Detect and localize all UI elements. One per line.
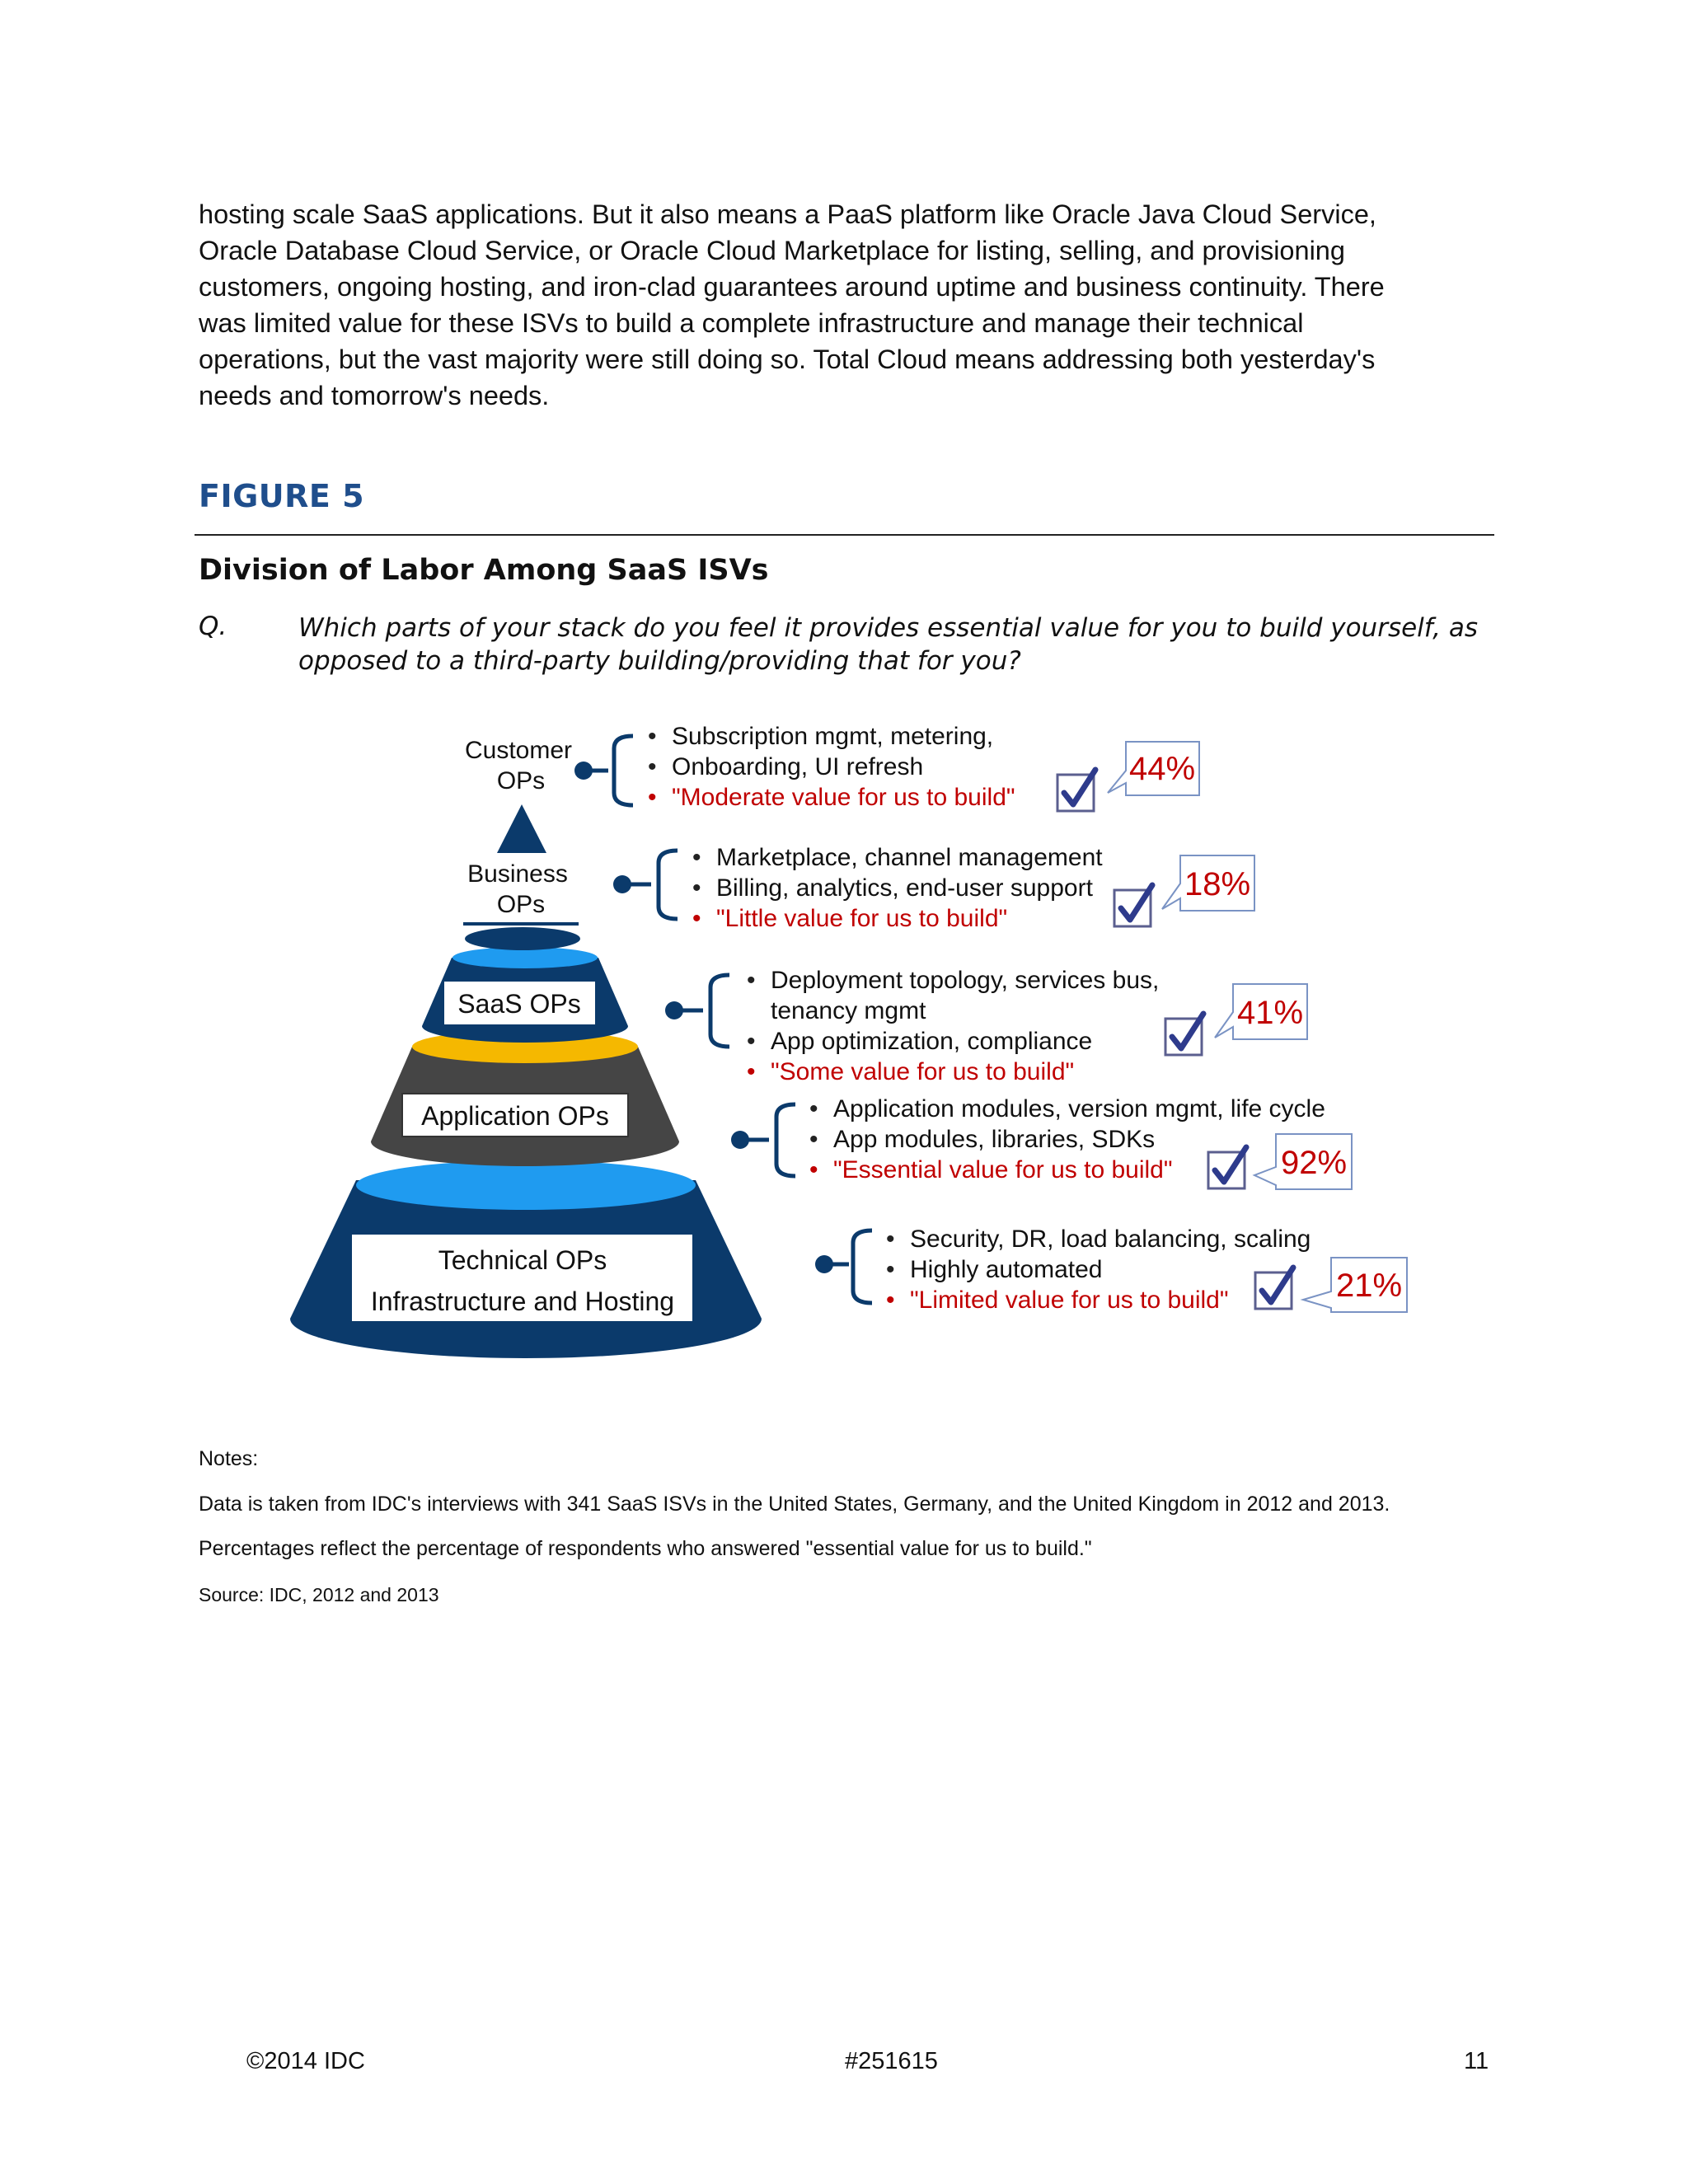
percent-value: 41% — [1236, 995, 1304, 1031]
body-line: Oracle Database Cloud Service, or Oracle Cloud Marketplace for listing, selling, and provisioning — [199, 236, 1345, 265]
callout-bullet: Marketplace, channel management — [716, 844, 1103, 871]
notes-heading: Notes: — [199, 1447, 259, 1470]
technical-ops-top — [356, 1160, 696, 1210]
callout-bullet: tenancy mgmt — [771, 997, 926, 1024]
callout-bullet: Billing, analytics, end-user support — [716, 874, 1093, 902]
business-ops-label-1: Business — [467, 860, 568, 888]
callout-quote: "Essential value for us to build" — [833, 1156, 1173, 1183]
callout-bullet: App modules, libraries, SDKs — [833, 1126, 1156, 1153]
body-line: customers, ongoing hosting, and iron-clad guarantees around uptime and business continuity. There — [199, 272, 1385, 302]
callout-quote: "Moderate value for us to build" — [672, 784, 1015, 811]
callout-bullet: Subscription mgmt, metering, — [672, 723, 994, 750]
svg-text:•: • — [747, 1058, 756, 1085]
question-label: Q. — [199, 612, 227, 641]
callout-texts — [648, 723, 1325, 1314]
figure-title: Division of Labor Among SaaS ISVs — [199, 554, 769, 587]
footer-page-number: 11 — [1464, 2048, 1489, 2074]
body-line: hosting scale SaaS applications. But it also means a PaaS platform like Oracle Java Cloud Service, — [199, 199, 1376, 229]
svg-text:•: • — [648, 753, 657, 780]
business-ops-label-2: OPs — [496, 891, 546, 918]
saas-ops-label: SaaS OPs — [457, 989, 581, 1019]
pyramid — [290, 737, 762, 1358]
svg-text:•: • — [809, 1095, 818, 1122]
callout-bullet: Deployment topology, services bus, — [771, 967, 1160, 994]
question-line: Which parts of your stack do you feel it provides essential value for you to build yourself, as — [298, 613, 1479, 643]
source-line: Source: IDC, 2012 and 2013 — [199, 1584, 439, 1605]
percent-value: 92% — [1280, 1145, 1348, 1181]
svg-text:•: • — [886, 1286, 895, 1314]
callout-bullet: Security, DR, load balancing, scaling — [910, 1226, 1311, 1253]
body-line: operations, but the vast majority were still doing so. Total Cloud means addressing both yesterday's — [199, 344, 1376, 374]
checkbox-icon — [1255, 1268, 1293, 1309]
svg-text:•: • — [648, 784, 657, 811]
svg-text:•: • — [692, 844, 701, 871]
figure-label: FIGURE 5 — [199, 478, 365, 514]
svg-text:•: • — [692, 874, 701, 902]
customer-ops-label-1: Customer — [464, 737, 573, 764]
percent-value: 44% — [1128, 751, 1196, 787]
callout-bullet: Onboarding, UI refresh — [672, 753, 924, 780]
customer-ops-label-2: OPs — [496, 767, 546, 794]
application-ops-label: Application OPs — [421, 1101, 609, 1131]
checkbox-icon — [1114, 885, 1152, 926]
checkbox-icon — [1208, 1147, 1246, 1188]
callout-bullet: App optimization, compliance — [771, 1028, 1093, 1055]
svg-text:•: • — [809, 1156, 818, 1183]
svg-text:•: • — [648, 723, 657, 750]
body-line: was limited value for these ISVs to build a complete infrastructure and manage their technical — [199, 308, 1304, 338]
body-line: needs and tomorrow's needs. — [199, 381, 550, 410]
svg-text:•: • — [809, 1126, 818, 1153]
svg-text:•: • — [692, 905, 701, 932]
percent-value: 21% — [1335, 1268, 1403, 1304]
technical-ops-label-2: Infrastructure and Hosting — [370, 1286, 675, 1316]
callout-quote: "Some value for us to build" — [771, 1058, 1075, 1085]
callout-bullet: Application modules, version mgmt, life cycle — [833, 1095, 1325, 1122]
svg-text:•: • — [747, 1028, 756, 1055]
notes-line: Percentages reflect the percentage of respondents who answered "essential value for us to build." — [199, 1537, 1092, 1560]
checkbox-icon — [1165, 1014, 1203, 1055]
footer-doc-number: #251615 — [845, 2048, 938, 2074]
business-ops-disc — [465, 927, 580, 950]
callout-quote: "Little value for us to build" — [716, 905, 1008, 932]
svg-text:•: • — [747, 967, 756, 994]
notes-line: Data is taken from IDC's interviews with 341 SaaS ISVs in the United States, Germany, and the United Kingdom in 2012 and 2013. — [199, 1493, 1390, 1516]
question-line: opposed to a third-party building/providing that for you? — [298, 646, 1021, 676]
business-ops-line — [463, 922, 579, 926]
footer-copyright: ©2014 IDC — [246, 2048, 365, 2074]
callout-quote: "Limited value for us to build" — [910, 1286, 1229, 1314]
technical-ops-label-1: Technical OPs — [438, 1245, 607, 1275]
percent-value: 18% — [1184, 866, 1251, 902]
customer-ops-peak — [497, 804, 546, 853]
callout-bullet: Highly automated — [910, 1256, 1103, 1283]
checkbox-icon — [1057, 770, 1095, 811]
svg-text:•: • — [886, 1256, 895, 1283]
svg-text:•: • — [886, 1226, 895, 1253]
